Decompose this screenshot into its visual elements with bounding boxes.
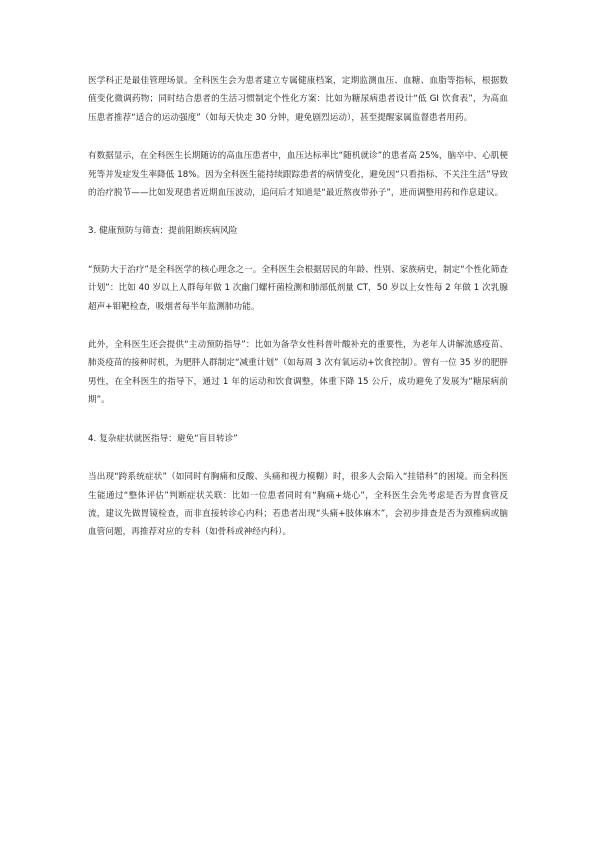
paragraph-follow-up-data: 有数据显示，在全科医生长期随访的高血压患者中，血压达标率比“随机就诊”的患者高 25%，脑卒中、心肌梗死等并发症发生率降低 18%。因为全科医生能持续跟踪患者的病情变化，避免因“只看指标、不关注生活”导致的治疗脱节——比如发现患者近期血压波动，追问后才知道是“最近熬夜带孙子”，进而调整用药和作息建议。	[88, 151, 509, 199]
paragraph-cross-system-symptoms: 当出现“跨系统症状”（如同时有胸痛和反酸、头痛和视力模糊）时，很多人会陷入“挂错科”的困境。而全科医生能通过“整体评估”判断症状关联：比如一位患者同时有“胸痛+烧心”，全科医生会先考虑是否为胃食管反流，建议先做胃镜检查，而非直接转诊心内科；若患者出现“头痛+肢体麻木”，会初步排查是否为颈椎病或脑血管问题，再推荐对应的专科（如骨科或神经内科）。	[88, 472, 508, 538]
paragraph-prevention-concept: “预防大于治疗”是全科医学的核心理念之一。全科医生会根据居民的年龄、性别、家族病史，制定“个性化筛查计划”：比如 40 岁以上人群每年做 1 次幽门螺杆菌检测和肺部低剂量 CT，50 岁以上女性每 2 年做 1 次乳腺超声+钼靶检查，吸烟者每半年监测肺功能。	[88, 264, 508, 312]
section-heading-complex-symptoms: 4. 复杂症状就医指导：避免“盲目转诊”	[88, 433, 238, 444]
document-body	[88, 72, 508, 562]
paragraph-chronic-care-management: 医学科正是最佳管理场景。全科医生会为患者建立专属健康档案，定期监测血压、血糖、血脂等指标，根据数值变化微调药物；同时结合患者的生活习惯制定个性化方案：比如为糖尿病患者设计“低 GI 饮食表”，为高血压患者推荐“适合的运动强度”（如每天快走 30 分钟，避免剧烈运动），甚至提醒家属监督患者用药。	[88, 76, 508, 123]
paragraph-active-prevention-guidance: 此外，全科医生还会提供“主动预防指导”：比如为备孕女性科普叶酸补充的重要性，为老年人讲解流感疫苗、肺炎疫苗的接种时机，为肥胖人群制定“减重计划”（如每周 3 次有氧运动+饮食控制）。曾有一位 35 岁的肥胖男性，在全科医生的指导下，通过 1 年的运动和饮食调整，体重下降 15 公斤，成功避免了发展为“糖尿病前期”。	[88, 340, 508, 406]
section-heading-prevention-screening: 3. 健康预防与筛查：提前阻断疾病风险	[88, 226, 238, 237]
